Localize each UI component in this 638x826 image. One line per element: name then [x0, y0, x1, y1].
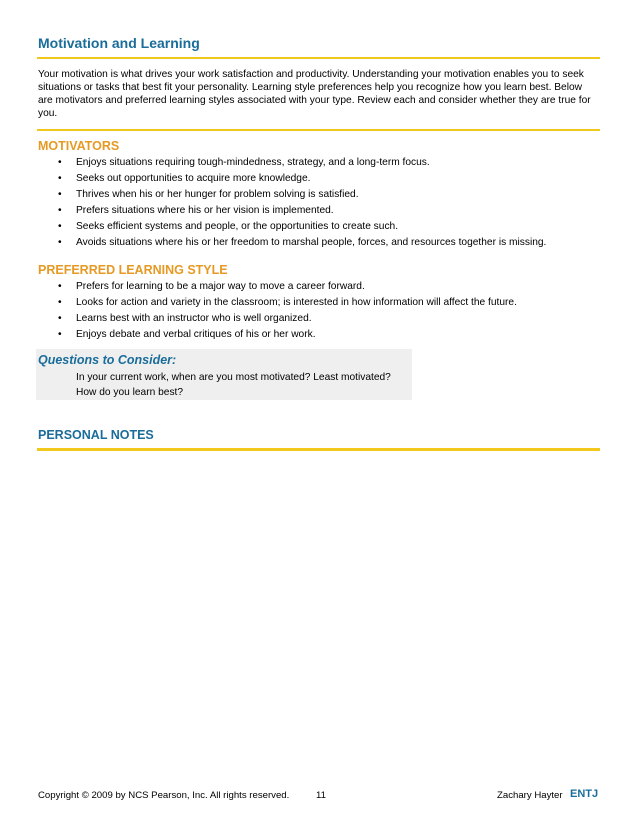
list-item: • Prefers for learning to be a major way to move a career forward.: [38, 279, 517, 295]
bullet-icon: •: [58, 205, 62, 216]
list-item: • Thrives when his or her hunger for problem solving is satisfied.: [38, 187, 546, 203]
personal-notes-heading: PERSONAL NOTES: [38, 428, 154, 442]
bullet-icon: •: [58, 157, 62, 168]
list-item: • Looks for action and variety in the classroom; is interested in how information will affect the future.: [38, 295, 517, 311]
question-item: In your current work, when are you most motivated? Least motivated?: [76, 372, 391, 383]
motivators-heading: MOTIVATORS: [38, 139, 120, 153]
list-item: • Learns best with an instructor who is well organized.: [38, 311, 517, 327]
list-item: • Enjoys situations requiring tough-mindedness, strategy, and a long-term focus.: [38, 155, 546, 171]
motivators-list: [38, 155, 546, 251]
list-item: • Prefers situations where his or her vision is implemented.: [38, 203, 546, 219]
notes-divider: [37, 448, 600, 451]
type-badge: ENTJ: [570, 788, 599, 800]
footer-copyright: Copyright © 2009 by NCS Pearson, Inc. All rights reserved.: [38, 790, 290, 801]
bullet-icon: •: [58, 329, 62, 340]
question-item: How do you learn best?: [76, 387, 184, 398]
bullet-icon: •: [58, 313, 62, 324]
bullet-icon: •: [58, 297, 62, 308]
intro-divider: [37, 129, 600, 131]
list-item: • Enjoys debate and verbal critiques of his or her work.: [38, 327, 517, 343]
footer-name: Zachary Hayter: [497, 790, 563, 801]
page-title: Motivation and Learning: [38, 35, 200, 51]
title-divider: [37, 57, 600, 59]
footer-page-number: 11: [316, 790, 326, 801]
bullet-icon: •: [58, 281, 62, 292]
list-item: • Avoids situations where his or her freedom to marshal people, forces, and resources together is missing.: [38, 235, 546, 251]
bullet-icon: •: [58, 221, 62, 232]
learning-style-heading: PREFERRED LEARNING STYLE: [38, 263, 228, 277]
bullet-icon: •: [58, 189, 62, 200]
intro-paragraph: Your motivation is what drives your work satisfaction and productivity. Understanding your motivation enables you to seek situations or tasks that best fit your personality. Learning style preferences help you recognize how you learn best. Below are motivators and preferred learning styles associated with your type. Review each and consider whether they are true for you.: [38, 69, 591, 119]
learning-style-list: [38, 279, 517, 343]
bullet-icon: •: [58, 237, 62, 248]
questions-title: Questions to Consider:: [38, 353, 177, 367]
list-item: • Seeks out opportunities to acquire more knowledge.: [38, 171, 546, 187]
list-item: • Seeks efficient systems and people, or the opportunities to create such.: [38, 219, 546, 235]
bullet-icon: •: [58, 173, 62, 184]
